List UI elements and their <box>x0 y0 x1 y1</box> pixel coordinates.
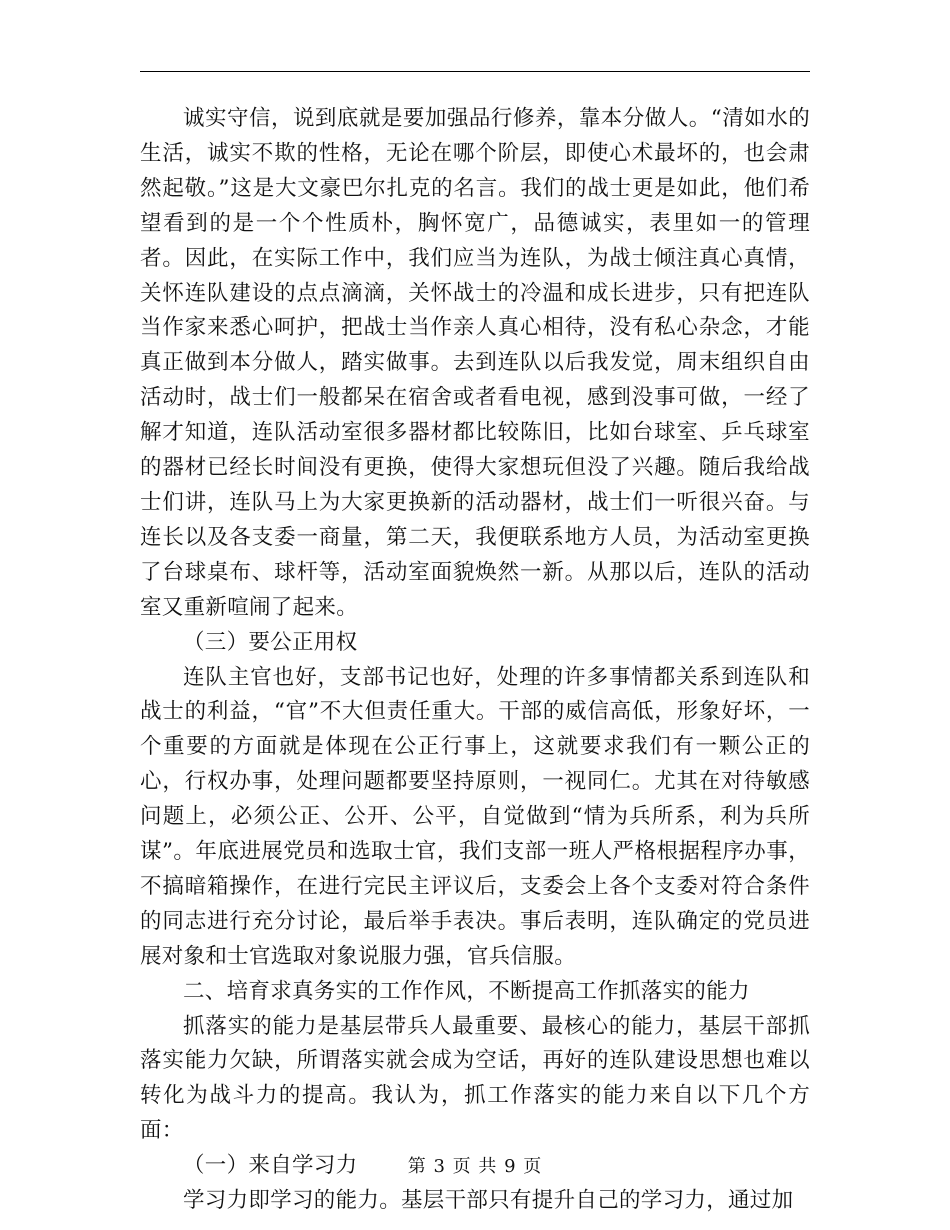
page-footer: 第 3 页 共 9 页 <box>407 1156 543 1177</box>
paragraph-fair-power: 连队主官也好，支部书记也好，处理的许多事情都关系到连队和战士的利益，“官”不大但责任重大。干部的威信高低，形象好坏，一个重要的方面就是体现在公正行事上，这就要求我们有一颗公正的心，行权办事，处理问题都要坚持原则，一视同仁。尤其在对待敏感问题上，必须公正、公开、公平，自觉做到“情为兵所系，利为兵所谋”。年底进展党员和选取士官，我们支部一班人严格根据程序办事，不搞暗箱操作，在进行完民主评议后，支委会上各个支委对符合条件的同志进行充分讨论，最后举手表决。事后表明，连队确定的党员进展对象和士官选取对象说服力强，官兵信服。 <box>140 664 810 969</box>
section-heading-work-style: 二、培育求真务实的工作作风，不断提高工作抓落实的能力 <box>183 978 750 1004</box>
paragraph-honesty: 诚实守信，说到底就是要加强品行修养，靠本分做人。“清如水的生活，诚实不欺的性格，无论在哪个阶层，即使心术最坏的，也会肃然起敬。”这是大文豪巴尔扎克的名言。我们的战士更是如此，他们希望看到的是一个个性质朴，胸怀宽广，品德诚实，表里如一的管理者。因此，在实际工作中，我们应当为连队，为战士倾注真心真情，关怀连队建设的点点滴滴，关怀战士的冷温和成长进步，只有把连队当作家来悉心呵护，把战士当作亲人真心相待，没有私心杂念，才能真正做到本分做人，踏实做事。去到连队以后我发觉，周末组织自由活动时，战士们一般都呆在宿舍或者看电视，感到没事可做，一经了解才知道，连队活动室很多器材都比较陈旧，比如台球室、乒乓球室的器材已经长时间没有更换，使得大家想玩但没了兴趣。随后我给战士们讲，连队马上为大家更换新的活动器材，战士们一听很兴奋。与连长以及各支委一商量，第二天，我便联系地方人员，为活动室更换了台球桌布、球杆等，活动室面貌焕然一新。从那以后，连队的活动室又重新喧闹了起来。 <box>140 106 810 620</box>
document-body <box>140 102 810 1219</box>
paragraph-learning: 学习力即学习的能力。基层干部只有提升自己的学习力，通过加 <box>183 1188 794 1214</box>
section-heading-learning: （一）来自学习力 <box>183 1153 358 1179</box>
section-heading-fair-power: （三）要公正用权 <box>183 629 358 655</box>
paragraph-implementation: 抓落实的能力是基层带兵人最重要、最核心的能力，基层干部抓落实能力欠缺，所谓落实就会成为空话，再好的连队建设思想也难以转化为战斗力的提高。我认为，抓工作落实的能力来自以下几个方面： <box>140 1013 810 1144</box>
header-rule <box>140 71 810 72</box>
